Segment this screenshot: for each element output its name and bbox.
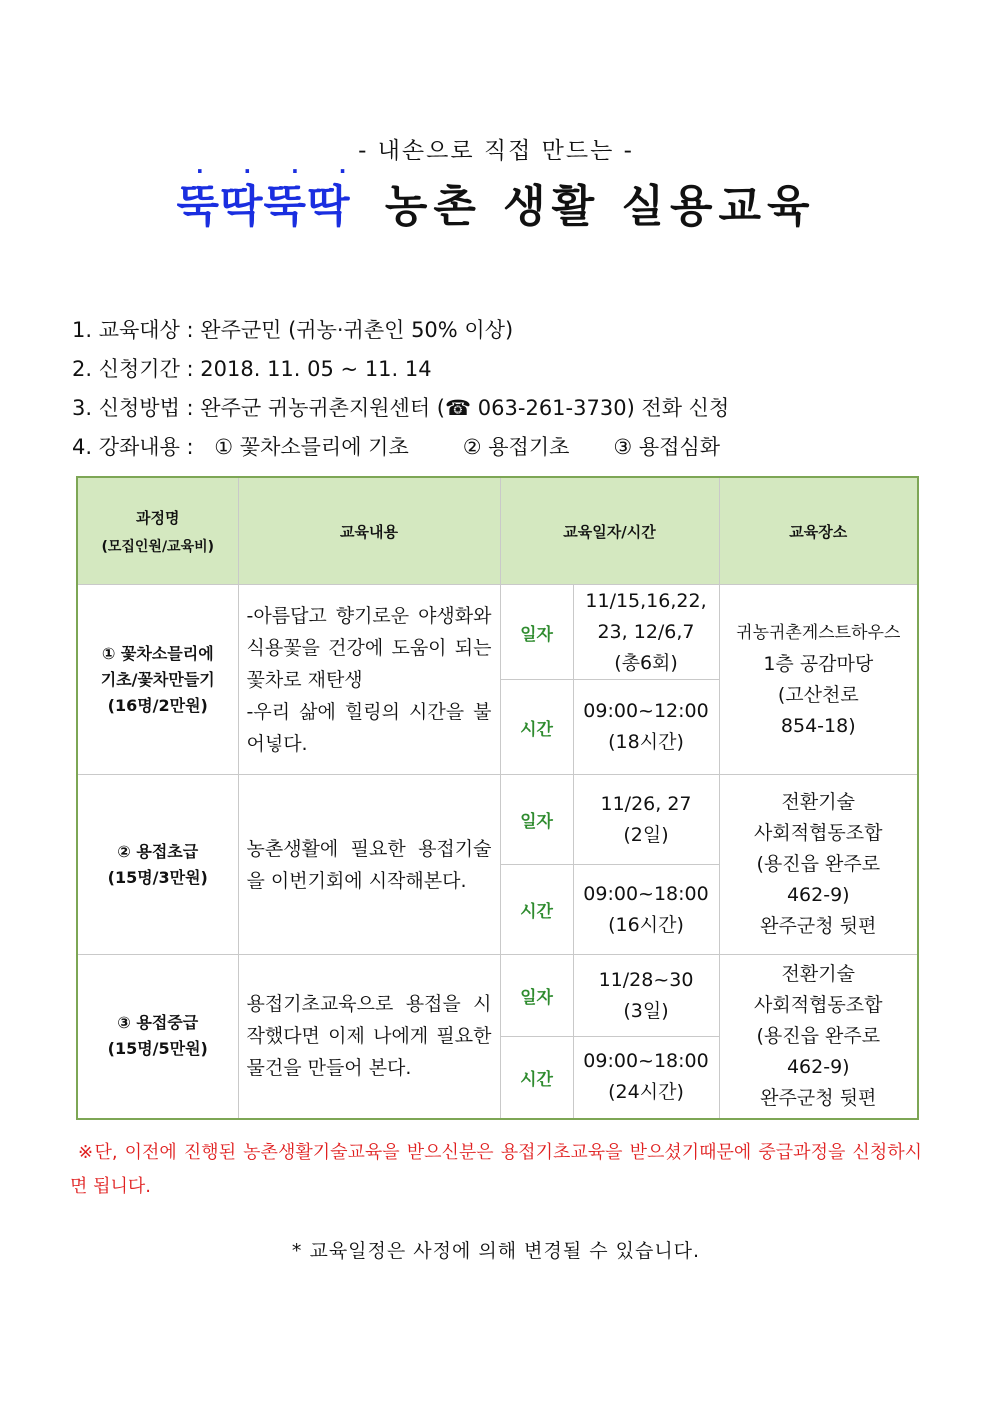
page-title <box>0 159 992 234</box>
course-line: (15명/5만원) <box>107 1039 208 1059</box>
title-blue-text: 뚝딱뚝딱 <box>176 181 351 232</box>
date-value <box>573 585 719 680</box>
time-line: (24시간) <box>608 1081 684 1104</box>
course-line: ② 용접초급 <box>117 841 199 861</box>
table-row <box>77 955 918 1037</box>
header-content: 교육내용 <box>238 477 500 585</box>
header-course-label: 과정명 <box>136 508 180 527</box>
course-line: ① 꽃차소믈리에 <box>101 643 214 663</box>
time-line: (18시간) <box>608 731 684 753</box>
label-time: 시간 <box>500 865 573 955</box>
course-line: (15명/3만원) <box>107 867 208 887</box>
label-date: 일자 <box>500 955 573 1037</box>
place-value <box>719 955 918 1119</box>
info-label: 4. 강좌내용 : <box>72 435 201 459</box>
title-main-text: 농촌 생활 실용교육 <box>384 181 816 232</box>
course-content <box>238 955 500 1119</box>
info-label: 1. 교육대상 : <box>72 318 201 342</box>
course-content <box>238 775 500 955</box>
date-line: (2일) <box>623 823 669 846</box>
place-line: 완주군청 뒷편 <box>760 1086 877 1109</box>
label-date: 일자 <box>500 775 573 865</box>
course-content <box>238 585 500 775</box>
place-line: 전환기술 <box>781 962 855 985</box>
header-schedule: 교육일자/시간 <box>500 477 719 585</box>
place-line: 462-9) <box>786 884 850 906</box>
course-item: ③ 용접심화 <box>613 435 721 459</box>
place-line: (고산천로 <box>777 683 859 706</box>
time-line: 09:00~18:00 <box>583 882 709 905</box>
course-name <box>77 775 238 955</box>
place-line: 완주군청 뒷편 <box>760 915 877 937</box>
place-line: 사회적협동조합 <box>754 993 883 1016</box>
course-table <box>76 476 919 1120</box>
place-value <box>719 585 918 775</box>
header-course-sub: (모집인원/교육비) <box>101 538 215 555</box>
label-date: 일자 <box>500 585 573 680</box>
date-line: 23, 12/6,7 <box>597 620 695 643</box>
emphasis-dot: · <box>243 159 253 183</box>
table-row <box>77 585 918 680</box>
time-line: (16시간) <box>608 913 684 936</box>
content-text: 농촌생활에 필요한 용접기술을 이번기회에 시작해본다. <box>246 837 492 892</box>
label-time: 시간 <box>500 1037 573 1119</box>
course-name <box>77 585 238 775</box>
date-line: 11/28~30 <box>598 968 694 991</box>
content-text: -아름답고 향기로운 야생화와 식용꽃을 건강에 도움이 되는 꽃차로 재탄생 -우리 삶에 힐링의 시간을 불어넣다. <box>246 604 492 755</box>
info-value: 완주군 귀농귀촌지원센터 (☎ 063-261-3730) 전화 신청 <box>200 396 730 420</box>
course-item: ② 용접기초 <box>462 435 570 459</box>
place-line: 귀농귀촌게스트하우스 <box>736 622 901 643</box>
date-line: 11/26, 27 <box>600 792 692 815</box>
emphasis-dot: · <box>291 159 300 183</box>
date-value <box>573 955 719 1037</box>
emphasis-dots <box>176 159 366 183</box>
date-line: 11/15,16,22, <box>585 589 707 612</box>
table-header-row <box>77 477 918 585</box>
info-courses <box>72 431 720 461</box>
place-line: (용진읍 완주로 <box>756 1024 881 1047</box>
title-emphasis <box>176 159 366 232</box>
label-time: 시간 <box>500 680 573 775</box>
date-line: (총6회) <box>614 651 678 674</box>
info-value: 완주군민 (귀농·귀촌인 50% 이상) <box>200 318 514 342</box>
time-line: 09:00~18:00 <box>583 1050 709 1073</box>
info-period <box>72 353 432 383</box>
subtitle: - 내손으로 직접 만드는 - <box>358 138 634 164</box>
content-text: 용접기초교육으로 용접을 시작했다면 이제 나에게 필요한 물건을 만들어 본다. <box>246 993 492 1080</box>
info-value: 2018. 11. 05 ~ 11. 14 <box>200 357 432 381</box>
place-line: 전환기술 <box>781 791 855 813</box>
emphasis-dot: · <box>338 159 348 183</box>
time-value <box>573 865 719 955</box>
place-line: 1층 공감마당 <box>763 652 874 675</box>
time-line: 09:00~12:00 <box>583 700 709 722</box>
time-value <box>573 680 719 775</box>
time-value <box>573 1037 719 1119</box>
place-line: 462-9) <box>786 1055 850 1078</box>
course-line: ③ 용접중급 <box>117 1013 199 1033</box>
info-label: 2. 신청기간 : <box>72 357 201 381</box>
schedule-notice: * 교육일정은 사정에 의해 변경될 수 있습니다. <box>291 1240 701 1262</box>
emphasis-dot: · <box>195 159 205 183</box>
place-value <box>719 775 918 955</box>
info-method <box>72 392 729 422</box>
header-place: 교육장소 <box>719 477 918 585</box>
red-notice: ※단, 이전에 진행된 농촌생활기술교육을 받으신분은 용접기초교육을 받으셨기때문에 중급과정을 신청하시면 됩니다. <box>70 1142 922 1197</box>
course-name <box>77 955 238 1119</box>
header-course <box>77 477 238 585</box>
table-row <box>77 775 918 865</box>
course-line: (16명/2만원) <box>107 695 208 715</box>
course-item: ① 꽃차소믈리에 기초 <box>214 435 409 459</box>
info-target <box>72 314 513 344</box>
place-line: 사회적협동조합 <box>754 822 883 844</box>
course-line: 기초/꽃차만들기 <box>100 669 215 689</box>
info-label: 3. 신청방법 : <box>72 396 201 420</box>
date-value <box>573 775 719 865</box>
place-line: 854-18) <box>780 714 856 737</box>
place-line: (용진읍 완주로 <box>756 853 881 875</box>
date-line: (3일) <box>623 999 669 1022</box>
